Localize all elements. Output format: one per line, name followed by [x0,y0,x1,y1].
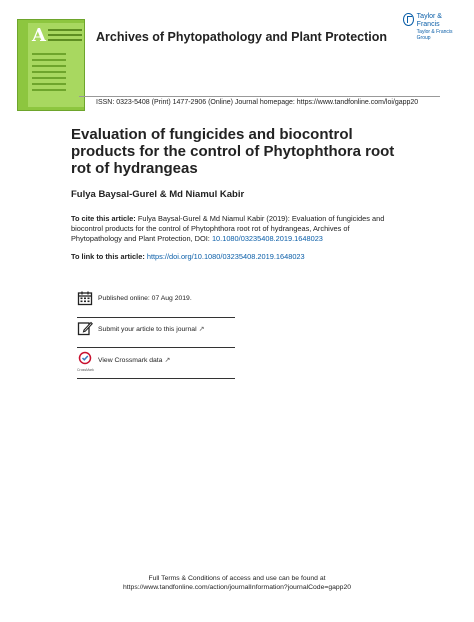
crossmark-divider [77,378,235,379]
link-label: To link to this article: [71,252,145,261]
journal-title[interactable]: Archives of Phytopathology and Plant Protection [96,30,388,44]
journal-header [17,13,457,109]
footer-terms-url[interactable]: https://www.tandfonline.com/action/journalInformation?journalCode=gapp20 [122,584,352,591]
citation-block [71,214,401,244]
edit-icon [77,320,93,336]
crossmark-icon [77,351,93,367]
crossmark-text: View Crossmark data [98,357,163,364]
article-doi-url[interactable]: https://doi.org/10.1080/03235408.2019.1648023 [146,252,305,261]
article-authors: Fulya Baysal-Gurel & Md Niamul Kabir [71,189,245,200]
submit-article-text: Submit your article to this journal [98,326,197,333]
cover-letter: A [32,25,46,46]
crossmark-badge-label: CrossMark [77,368,94,372]
calendar-icon [77,290,93,306]
submit-article-link[interactable] [98,325,204,333]
citation-label: To cite this article: [71,214,136,223]
cover-panel [28,23,84,107]
publisher-tagline: Taylor & Francis Group [416,29,453,41]
article-title: Evaluation of fungicides and biocontrol products for the control of Phytophthora root rot of hydrangeas [71,126,395,177]
cover-title-lines [48,29,82,44]
article-link-block [71,252,305,261]
crossmark-link[interactable] [98,356,170,364]
citation-text: Fulya Baysal-Gurel & Md Niamul Kabir (2019): Evaluation of fungicides and biocontrol products for the control of Phytophthora root rot of hydrangeas, Archives of Phytopathology and Plant Protection, DOI: [71,214,385,243]
taylor-francis-logo-icon [403,13,414,26]
page-footer [0,574,474,592]
crossmark-row[interactable] [77,349,235,379]
footer-terms-text: Full Terms & Conditions of access and use can be found at [148,575,326,582]
published-row [77,288,235,318]
journal-cover-image[interactable] [17,19,85,111]
publisher-name: Taylor & Francis [416,13,442,28]
published-date: Published online: 07 Aug 2019. [98,295,192,302]
cover-text-lines [32,53,80,95]
header-divider [79,96,440,97]
external-link-icon: ↗ [164,357,171,364]
publisher-logo[interactable] [403,13,457,41]
issn-homepage-line: ISSN: 0323-5408 (Print) 1477-2906 (Online) Journal homepage: https://www.tandfonline.com/loi/gapp20 [96,99,419,106]
citation-doi-link[interactable]: 10.1080/03235408.2019.1648023 [211,234,323,243]
submit-divider [77,347,235,348]
submit-row[interactable] [77,318,235,348]
external-link-icon: ↗ [198,326,205,333]
